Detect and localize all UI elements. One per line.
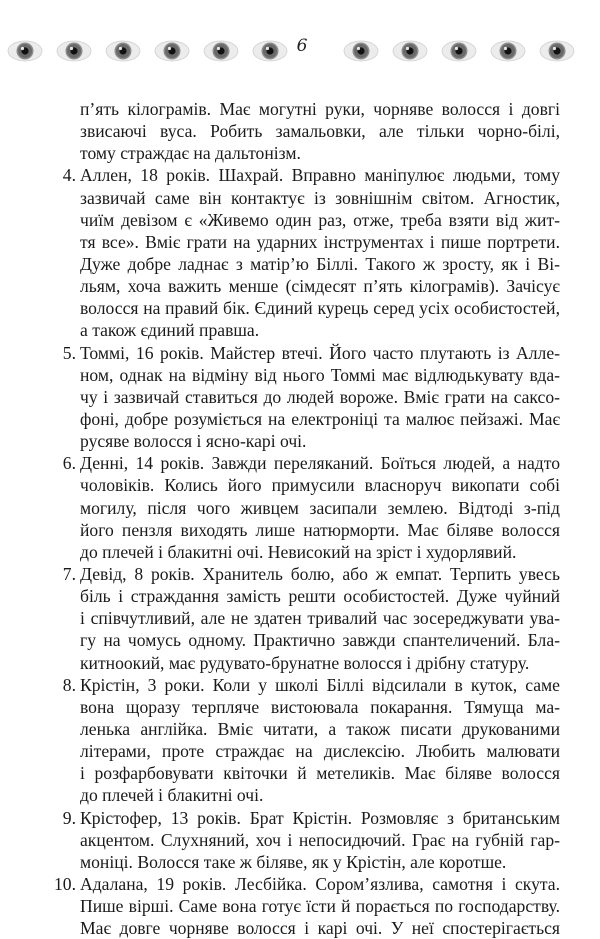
text-line: Має довге чорняве волосся і карі очі. У неї спостерігається — [80, 918, 560, 939]
text-line: до плечей і блакитні очі. — [80, 785, 264, 806]
page-header — [0, 30, 600, 70]
text-line: Пише вірші. Саме вона готує їсти й порається по господарству. — [80, 896, 560, 917]
text-line: фоні, добре розуміється на електроніці та малює пейзажі. Має — [80, 408, 560, 429]
list-number: 10. — [54, 873, 76, 894]
text-line: біль і страждання замість решти особистостей. Дуже чуйний — [80, 586, 560, 607]
text-line: гу на чомусь одному. Практично завжди спантеличений. Бла- — [80, 630, 560, 651]
eye-icon — [203, 40, 239, 62]
list-item — [62, 674, 560, 807]
text-line: Томмі, 16 років. Майстер втечі. Його часто плутають із Алле- — [80, 342, 560, 363]
list-item — [62, 807, 560, 873]
list-number: 8. — [62, 674, 76, 695]
text-line: Дуже добре ладнає з матір’ю Біллі. Такого ж зросту, як і Ві- — [80, 253, 560, 274]
list-item — [62, 563, 560, 674]
text-line: літерами, проте страждає на дислексію. Любить малювати — [80, 741, 560, 762]
text-line: Аллен, 18 років. Шахрай. Вправно маніпулює людьми, тому — [80, 165, 560, 186]
page-body — [54, 98, 560, 939]
eye-icon — [343, 40, 379, 62]
list-item — [62, 164, 560, 341]
eye-icon — [154, 40, 190, 62]
list-number: 5. — [62, 342, 76, 363]
text-line: зазвичай саме він контактує із зовнішнім світом. Агностик, — [80, 187, 560, 208]
text-line: китноокий, має рудувато-брунатне волосся і дрібну статуру. — [80, 652, 530, 673]
list-item — [62, 342, 560, 453]
text-line: русяве волосся і ясно-карі очі. — [80, 431, 307, 452]
eye-icon — [7, 40, 43, 62]
text-line: і співчутливий, але не здатен тривалий час зосереджувати ува- — [80, 608, 560, 629]
eye-icon — [105, 40, 141, 62]
list-item — [54, 873, 560, 939]
text-line: його пензля виходять лише натюрморти. Має біляве волосся — [80, 519, 560, 540]
text-line: Девід, 8 років. Хранитель болю, або ж емпат. Терпить увесь — [80, 563, 560, 584]
text-line: могилу, після чого живцем засипали землею. Відтоді з-під — [80, 497, 560, 518]
list-number: 9. — [62, 807, 76, 828]
text-line: до плечей і блакитні очі. Невисокий на зріст і худорлявий. — [80, 541, 517, 562]
list-number: 7. — [62, 563, 76, 584]
text-line: чу і зазвичай ставиться до людей вороже. Вміє грати на саксо- — [80, 386, 560, 407]
eye-icon — [490, 40, 526, 62]
text-line: акцентом. Слухняний, хоч і непосидючий. Грає на губній гар- — [80, 829, 560, 850]
text-line: тя все». Вміє грати на ударних інструментах і пише портрети. — [80, 231, 560, 252]
text-line: моніці. Волосся таке ж біляве, як у Крістін, але коротше. — [80, 851, 507, 872]
page-number: 6 — [296, 36, 308, 56]
eye-icon — [252, 40, 288, 62]
list-number: 4. — [62, 165, 76, 186]
text-line: чиїм девізом є «Живемо один раз, отже, треба взяти від жит- — [80, 209, 560, 230]
list-number: 6. — [62, 453, 76, 474]
text-line: ленька англійка. Вміє читати, а також писати друкованими — [80, 718, 560, 739]
text-line: волосся на правий бік. Єдиний курець серед усіх особистостей, — [80, 298, 560, 319]
text-line: ном, однак на відміну від нього Томмі має відлюдькувату вда- — [80, 364, 560, 385]
text-line: Крістін, 3 роки. Коли у школі Біллі відсилали в куток, саме — [80, 674, 560, 695]
text-line: льям, хоча важить менше (сімдесят п’ять кілограмів). Зачісує — [80, 276, 560, 297]
continuation-paragraph — [80, 98, 560, 164]
text-line: чоловіків. Колись його примусили власноруч викопати собі — [80, 475, 560, 496]
text-line: Адалана, 19 років. Лесбійка. Сором’язлива, самотня і скута. — [80, 873, 560, 894]
eye-icon — [56, 40, 92, 62]
eye-icon — [392, 40, 428, 62]
text-line: Крістофер, 13 років. Брат Крістін. Розмовляє з британським — [80, 807, 560, 828]
text-line: а також єдиний правша. — [80, 320, 260, 341]
text-line: вона щоразу терпляче вистоювала покарання. Тямуща ма- — [80, 696, 560, 717]
text-line: п’ять кілограмів. Має могутні руки, чорняве волосся і довгі — [80, 99, 560, 119]
eye-icon — [539, 40, 575, 62]
list-item — [62, 452, 560, 563]
text-line: звисаючі вуса. Робить замальовки, але тільки чорно-білі, — [80, 121, 560, 142]
text-line: і розфарбовувати квіточки й метеликів. Має біляве волосся — [80, 763, 560, 784]
text-line: тому страждає на дальтонізм. — [80, 143, 301, 164]
text-line: Денні, 14 років. Завжди переляканий. Боїться людей, а надто — [80, 453, 560, 474]
eye-icon — [441, 40, 477, 62]
